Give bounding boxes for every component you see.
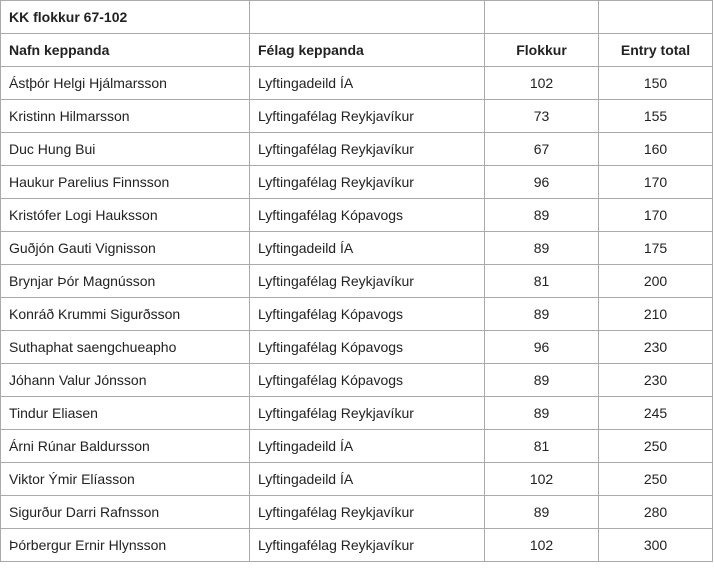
table-row <box>1 331 713 364</box>
athlete-name: Duc Hung Bui <box>1 133 250 166</box>
athlete-club: Lyftingadeild ÍA <box>250 430 485 463</box>
entry-total: 210 <box>599 298 713 331</box>
entry-total: 230 <box>599 364 713 397</box>
athlete-name: Tindur Eliasen <box>1 397 250 430</box>
weight-category: 89 <box>485 232 599 265</box>
athlete-name: Þórbergur Ernir Hlynsson <box>1 529 250 562</box>
athlete-name: Kristinn Hilmarsson <box>1 100 250 133</box>
weight-category: 96 <box>485 166 599 199</box>
athlete-name: Haukur Parelius Finnsson <box>1 166 250 199</box>
entry-total: 250 <box>599 430 713 463</box>
athlete-club: Lyftingadeild ÍA <box>250 463 485 496</box>
entry-total: 280 <box>599 496 713 529</box>
header-club: Félag keppanda <box>250 34 485 67</box>
weight-category: 89 <box>485 298 599 331</box>
athlete-club: Lyftingafélag Reykjavíkur <box>250 529 485 562</box>
weight-category: 81 <box>485 265 599 298</box>
athlete-club: Lyftingadeild ÍA <box>250 67 485 100</box>
title-row <box>1 1 713 34</box>
empty-cell <box>599 1 713 34</box>
athlete-club: Lyftingafélag Reykjavíkur <box>250 496 485 529</box>
empty-cell <box>250 1 485 34</box>
weight-category: 102 <box>485 463 599 496</box>
entry-total: 170 <box>599 166 713 199</box>
entry-total: 200 <box>599 265 713 298</box>
athlete-club: Lyftingafélag Reykjavíkur <box>250 166 485 199</box>
athlete-club: Lyftingafélag Kópavogs <box>250 331 485 364</box>
header-category: Flokkur <box>485 34 599 67</box>
entry-total: 155 <box>599 100 713 133</box>
athlete-club: Lyftingafélag Kópavogs <box>250 199 485 232</box>
athlete-name: Suthaphat saengchueapho <box>1 331 250 364</box>
athlete-club: Lyftingafélag Kópavogs <box>250 364 485 397</box>
table-row <box>1 100 713 133</box>
athlete-club: Lyftingafélag Reykjavíkur <box>250 100 485 133</box>
athlete-club: Lyftingafélag Kópavogs <box>250 298 485 331</box>
entry-total: 170 <box>599 199 713 232</box>
table-row <box>1 298 713 331</box>
athlete-name: Guðjón Gauti Vignisson <box>1 232 250 265</box>
athlete-club: Lyftingafélag Reykjavíkur <box>250 265 485 298</box>
athlete-name: Sigurður Darri Rafnsson <box>1 496 250 529</box>
athlete-name: Viktor Ýmir Elíasson <box>1 463 250 496</box>
weight-category: 102 <box>485 67 599 100</box>
table-row <box>1 364 713 397</box>
athlete-name: Ástþór Helgi Hjálmarsson <box>1 67 250 100</box>
athlete-name: Brynjar Þór Magnússon <box>1 265 250 298</box>
athlete-club: Lyftingadeild ÍA <box>250 232 485 265</box>
weight-category: 81 <box>485 430 599 463</box>
table-row <box>1 265 713 298</box>
table-row <box>1 232 713 265</box>
table-row <box>1 199 713 232</box>
weight-category: 89 <box>485 397 599 430</box>
entry-total: 150 <box>599 67 713 100</box>
athlete-name: Konráð Krummi Sigurðsson <box>1 298 250 331</box>
table-row <box>1 166 713 199</box>
athlete-name: Kristófer Logi Hauksson <box>1 199 250 232</box>
weight-category: 102 <box>485 529 599 562</box>
empty-cell <box>485 1 599 34</box>
header-name: Nafn keppanda <box>1 34 250 67</box>
header-row <box>1 34 713 67</box>
entry-total: 230 <box>599 331 713 364</box>
entry-total: 245 <box>599 397 713 430</box>
table-row <box>1 67 713 100</box>
entry-total: 160 <box>599 133 713 166</box>
table-title: KK flokkur 67-102 <box>1 1 250 34</box>
entry-total: 250 <box>599 463 713 496</box>
athlete-club: Lyftingafélag Reykjavíkur <box>250 397 485 430</box>
table-row <box>1 397 713 430</box>
table-row <box>1 529 713 562</box>
athlete-name: Árni Rúnar Baldursson <box>1 430 250 463</box>
weight-category: 73 <box>485 100 599 133</box>
weight-category: 89 <box>485 496 599 529</box>
athlete-name: Jóhann Valur Jónsson <box>1 364 250 397</box>
entry-total: 300 <box>599 529 713 562</box>
athlete-club: Lyftingafélag Reykjavíkur <box>250 133 485 166</box>
table-row <box>1 430 713 463</box>
weight-category: 96 <box>485 331 599 364</box>
weight-category: 89 <box>485 364 599 397</box>
table-row <box>1 133 713 166</box>
header-entry-total: Entry total <box>599 34 713 67</box>
weight-category: 89 <box>485 199 599 232</box>
weight-category: 67 <box>485 133 599 166</box>
entry-total: 175 <box>599 232 713 265</box>
table-row <box>1 463 713 496</box>
table-row <box>1 496 713 529</box>
